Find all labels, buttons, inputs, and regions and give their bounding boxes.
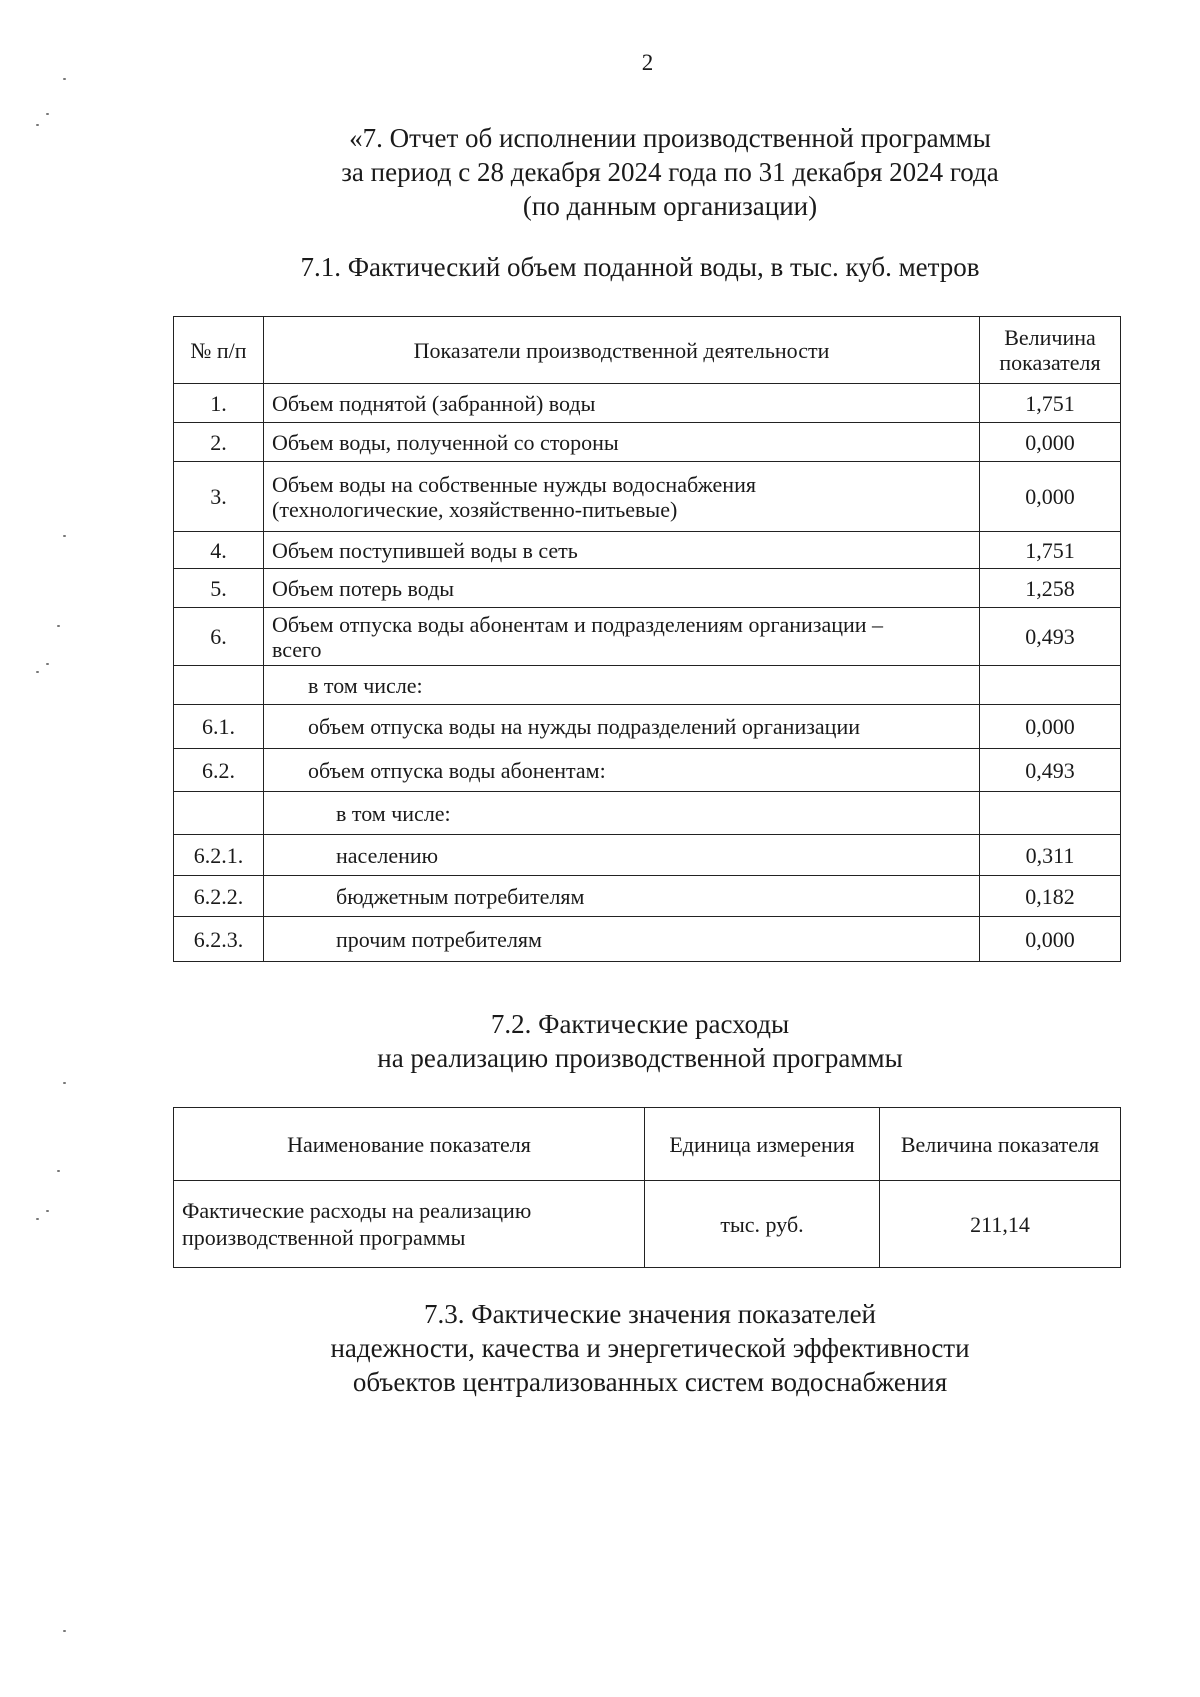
table-row xyxy=(174,705,1121,749)
row-value: 0,000 xyxy=(980,917,1121,962)
row-name: Объем поступившей воды в сеть xyxy=(264,532,980,569)
row-unit: тыс. руб. xyxy=(645,1181,880,1268)
row-name: Объем потерь воды xyxy=(264,569,980,608)
row-name: Объем поднятой (забранной) воды xyxy=(264,384,980,423)
row-num: 3. xyxy=(174,462,264,532)
expenses-table xyxy=(173,1107,1121,1268)
table-header-row xyxy=(174,317,1121,384)
row-num xyxy=(174,792,264,835)
row-name-line: (технологические, хозяйственно-питьевые) xyxy=(272,496,678,522)
row-name: бюджетным потребителям xyxy=(264,876,980,917)
row-name: прочим потребителям xyxy=(264,917,980,962)
row-num: 2. xyxy=(174,423,264,462)
row-name xyxy=(264,462,980,532)
row-value: 0,000 xyxy=(980,423,1121,462)
header-num: № п/п xyxy=(174,317,264,384)
scan-speck xyxy=(46,1210,49,1212)
row-name-line: Фактические расходы на реализацию xyxy=(182,1198,532,1223)
scan-speck xyxy=(36,671,39,673)
table-row xyxy=(174,423,1121,462)
row-num: 1. xyxy=(174,384,264,423)
row-value: 0,182 xyxy=(980,876,1121,917)
header-value xyxy=(980,317,1121,384)
scan-speck xyxy=(36,1218,39,1220)
row-name: объем отпуска воды абонентам: xyxy=(264,749,980,792)
scan-speck xyxy=(46,113,49,115)
row-num: 6.2.3. xyxy=(174,917,264,962)
table-row xyxy=(174,384,1121,423)
row-name: Объем воды, полученной со стороны xyxy=(264,423,980,462)
table-header-row xyxy=(174,1108,1121,1181)
row-value: 1,751 xyxy=(980,532,1121,569)
scan-speck xyxy=(63,535,66,537)
row-value: 211,14 xyxy=(880,1181,1121,1268)
header-value-line: показателя xyxy=(999,350,1101,375)
table-row xyxy=(174,462,1121,532)
row-num xyxy=(174,666,264,705)
row-value: 1,258 xyxy=(980,569,1121,608)
header-indicator: Показатели производственной деятельности xyxy=(264,317,980,384)
scan-speck xyxy=(36,124,39,126)
table-row xyxy=(174,569,1121,608)
header-value: Величина показателя xyxy=(880,1108,1121,1181)
table-row xyxy=(174,666,1121,705)
heading-line: на реализацию производственной программы xyxy=(377,1043,903,1073)
row-value xyxy=(980,792,1121,835)
heading-line: 7.1. Фактический объем поданной воды, в тыс. куб. метров xyxy=(300,252,980,282)
section-7-1-title xyxy=(240,250,1040,284)
table-row xyxy=(174,532,1121,569)
table-row xyxy=(174,608,1121,666)
heading-line: объектов централизованных систем водоснабжения xyxy=(352,1367,948,1397)
row-value: 0,311 xyxy=(980,835,1121,876)
row-name-line: Объем отпуска воды абонентам и подразделениям организации – xyxy=(272,611,884,637)
heading-line: 7.3. Фактические значения показателей xyxy=(423,1299,877,1329)
water-volume-table xyxy=(173,316,1121,962)
row-value: 1,751 xyxy=(980,384,1121,423)
table-row xyxy=(174,792,1121,835)
table-row xyxy=(174,917,1121,962)
row-name-line: всего xyxy=(272,636,322,662)
row-name xyxy=(264,608,980,666)
row-num: 4. xyxy=(174,532,264,569)
section-7-3-title xyxy=(280,1297,1020,1399)
page-number: 2 xyxy=(641,50,654,75)
row-value: 0,493 xyxy=(980,749,1121,792)
table-row xyxy=(174,835,1121,876)
section-7-2-title xyxy=(320,1007,960,1075)
table-row xyxy=(174,749,1121,792)
row-name: населению xyxy=(264,835,980,876)
scan-speck xyxy=(46,663,49,665)
row-num: 6.2.2. xyxy=(174,876,264,917)
header-unit: Единица измерения xyxy=(645,1108,880,1181)
row-num: 6.2. xyxy=(174,749,264,792)
heading-line: «7. Отчет об исполнении производственной программы xyxy=(349,123,991,153)
row-num: 6.1. xyxy=(174,705,264,749)
row-name: объем отпуска воды на нужды подразделений организации xyxy=(264,705,980,749)
scan-speck xyxy=(63,78,66,80)
header-value-line: Величина xyxy=(1004,325,1096,350)
table-row xyxy=(174,1181,1121,1268)
row-name-line: производственной программы xyxy=(182,1225,466,1250)
heading-line: надежности, качества и энергетической эффективности xyxy=(330,1333,970,1363)
row-num: 6.2.1. xyxy=(174,835,264,876)
row-value: 0,493 xyxy=(980,608,1121,666)
scan-speck xyxy=(57,625,60,627)
row-value xyxy=(980,666,1121,705)
heading-line: (по данным организации) xyxy=(522,191,818,221)
row-value: 0,000 xyxy=(980,462,1121,532)
table-row xyxy=(174,876,1121,917)
row-value: 0,000 xyxy=(980,705,1121,749)
row-num: 5. xyxy=(174,569,264,608)
heading-line: за период с 28 декабря 2024 года по 31 декабря 2024 года xyxy=(341,157,999,187)
section-7-heading xyxy=(300,121,1040,223)
row-name: в том числе: xyxy=(264,666,980,705)
heading-line: 7.2. Фактические расходы xyxy=(490,1009,790,1039)
row-name xyxy=(174,1181,645,1268)
scan-speck xyxy=(63,1630,66,1632)
header-indicator-name: Наименование показателя xyxy=(174,1108,645,1181)
scan-speck xyxy=(57,1170,60,1172)
row-name-line: Объем воды на собственные нужды водоснабжения xyxy=(272,471,756,497)
row-num: 6. xyxy=(174,608,264,666)
row-name: в том числе: xyxy=(264,792,980,835)
scan-speck xyxy=(63,1082,66,1084)
